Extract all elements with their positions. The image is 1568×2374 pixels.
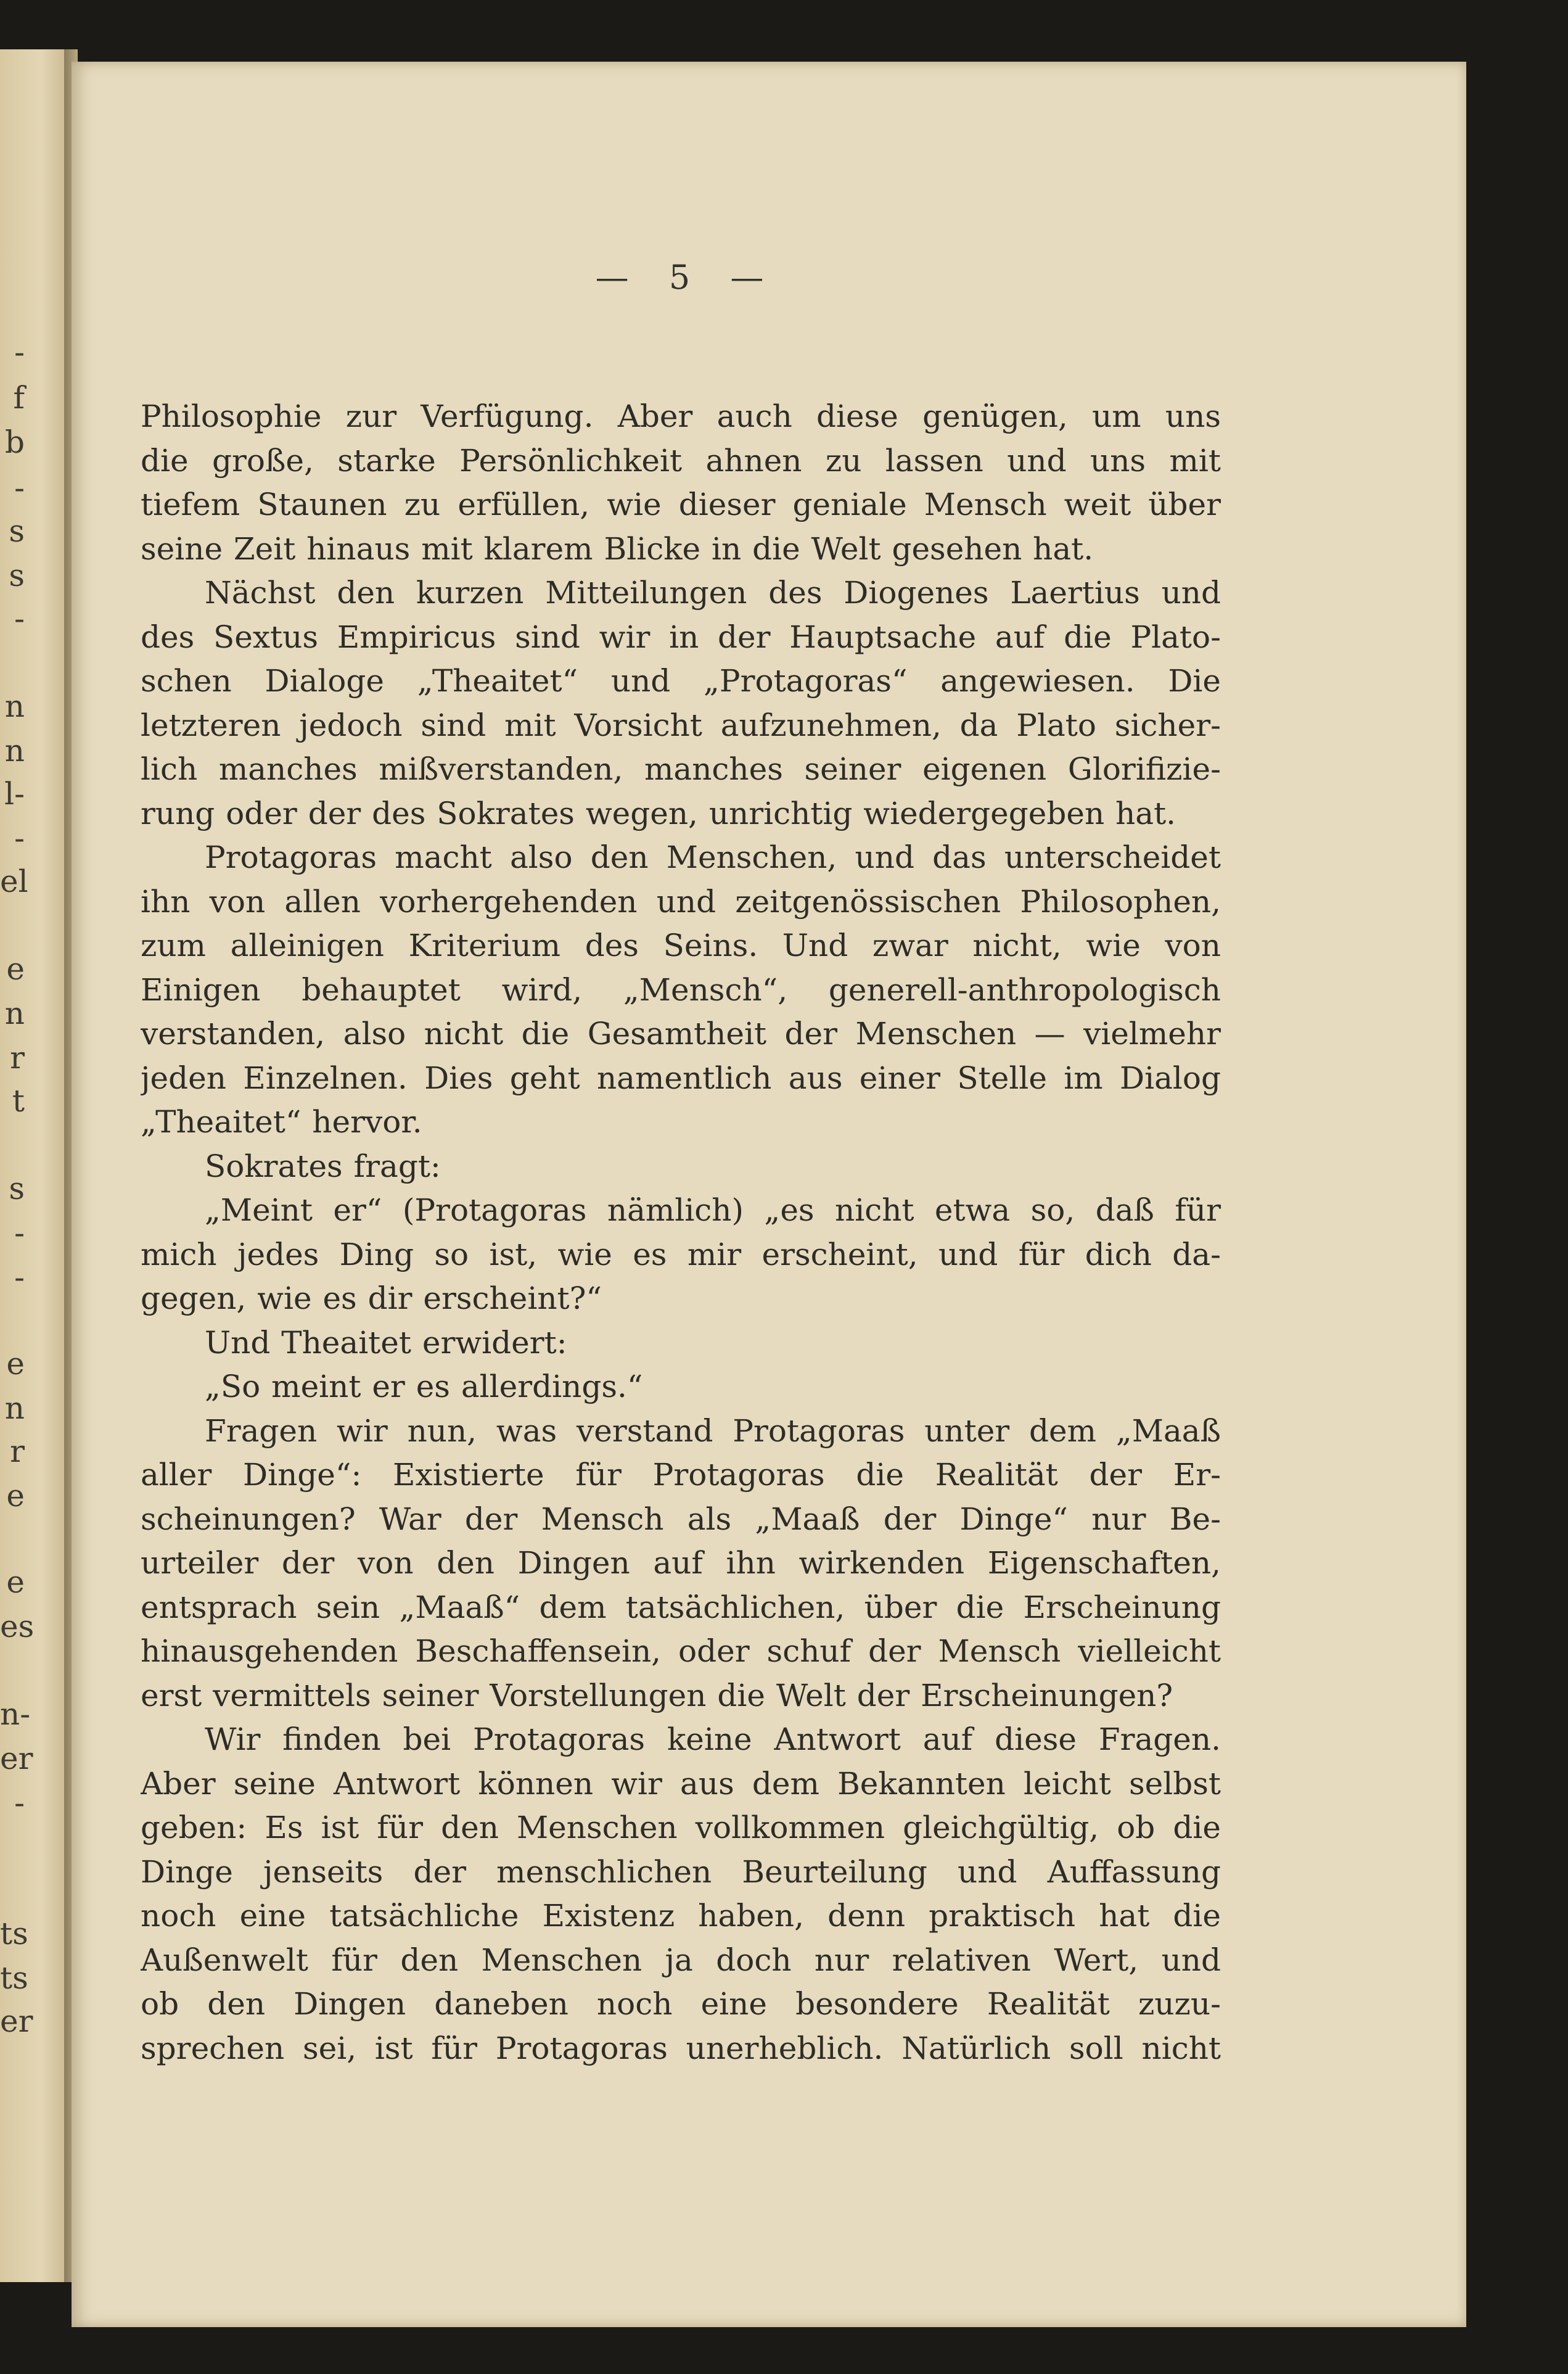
- facing-page-char: ts: [0, 1960, 28, 1996]
- facing-page-char: s: [9, 558, 25, 593]
- page-number-dash-left: —: [595, 258, 631, 297]
- facing-page-char: -: [14, 470, 25, 506]
- text-line: Außenwelt für den Menschen ja doch nur relativen Wert, und: [141, 1942, 1221, 1978]
- facing-page-char: er: [0, 2003, 33, 2039]
- text-line: Einigen behauptet wird, „Mensch“, generell-anthropologisch: [141, 971, 1221, 1008]
- book-page: [72, 62, 1466, 2327]
- text-line: die große, starke Persönlichkeit ahnen zu lassen und uns mit: [141, 442, 1221, 479]
- text-line: Protagoras macht also den Menschen, und das unterscheidet: [205, 839, 1221, 875]
- facing-page-char: el: [0, 863, 28, 899]
- facing-page-char: f: [13, 380, 25, 416]
- text-line: Aber seine Antwort können wir aus dem Bekannten leicht selbst: [141, 1765, 1221, 1802]
- facing-page-char: t: [12, 1083, 25, 1119]
- text-line: sprechen sei, ist für Protagoras unerheblich. Natürlich soll nicht: [141, 2030, 1221, 2066]
- facing-page-char: b: [4, 424, 25, 460]
- facing-page-char: n: [4, 1390, 25, 1426]
- body-text: [141, 395, 1221, 2071]
- text-line: Dinge jenseits der menschlichen Beurteilung und Auffassung: [141, 1853, 1221, 1890]
- facing-page-char: er: [0, 1741, 33, 1776]
- text-line: aller Dinge“: Existierte für Protagoras die Realität der Er-: [141, 1457, 1221, 1493]
- facing-page-char: -: [14, 1215, 25, 1251]
- text-line: des Sextus Empiricus sind wir in der Hauptsache auf die Plato-: [141, 619, 1221, 655]
- text-line: noch eine tatsächliche Existenz haben, denn praktisch hat die: [141, 1898, 1221, 1934]
- text-line: Fragen wir nun, was verstand Protagoras unter dem „Maaß: [205, 1412, 1221, 1449]
- facing-page-char: r: [10, 1040, 25, 1076]
- facing-page-char: es: [0, 1609, 35, 1644]
- text-line: Sokrates fragt:: [205, 1148, 441, 1184]
- facing-page-char: -: [14, 820, 25, 856]
- text-line: lich manches mißverstanden, manches seiner eigenen Glorifizie-: [141, 751, 1221, 787]
- facing-page-char: s: [9, 1171, 25, 1206]
- text-line: erst vermittels seiner Vorstellungen die Welt der Erscheinungen?: [141, 1677, 1173, 1713]
- text-line: Wir finden bei Protagoras keine Antwort auf diese Fragen.: [205, 1721, 1221, 1757]
- text-line: letzteren jedoch sind mit Vorsicht aufzunehmen, da Plato sicher-: [141, 707, 1221, 743]
- facing-page-char: e: [6, 951, 25, 987]
- page-number: [138, 258, 1223, 297]
- facing-page-char: e: [6, 1346, 25, 1382]
- facing-page-char: -: [14, 334, 25, 370]
- text-line: verstanden, also nicht die Gesamtheit der Menschen — vielmehr: [141, 1016, 1221, 1052]
- page-number-dash-right: —: [730, 258, 766, 297]
- text-line: Nächst den kurzen Mitteilungen des Diogenes Laertius und: [205, 575, 1221, 611]
- facing-page-char: n: [4, 733, 25, 769]
- page-number-value: 5: [668, 258, 693, 297]
- text-line: ob den Dingen daneben noch eine besondere Realität zuzu-: [141, 1986, 1221, 2022]
- text-line: ihn von allen vorhergehenden und zeitgenössischen Philosophen,: [141, 883, 1221, 920]
- text-line: „Meint er“ (Protagoras nämlich) „es nicht etwa so, daß für: [205, 1192, 1221, 1228]
- facing-page-char: r: [10, 1433, 25, 1469]
- text-line: rung oder der des Sokrates wegen, unrichtig wiedergegeben hat.: [141, 795, 1176, 831]
- text-line: hinausgehenden Beschaffensein, oder schuf der Mensch vielleicht: [141, 1633, 1221, 1669]
- facing-page-char: e: [6, 1478, 25, 1514]
- text-line: entsprach sein „Maaß“ dem tatsächlichen, über die Erscheinung: [141, 1589, 1221, 1625]
- text-line: „So meint er es allerdings.“: [205, 1369, 643, 1404]
- facing-page-char: -: [14, 1259, 25, 1295]
- facing-page-char: n: [4, 688, 25, 724]
- text-line: Und Theaitet erwidert:: [205, 1324, 567, 1361]
- text-line: mich jedes Ding so ist, wie es mir erscheint, und für dich da-: [141, 1236, 1221, 1272]
- text-line: zum alleinigen Kriterium des Seins. Und zwar nicht, wie von: [141, 928, 1221, 963]
- facing-page-char: l-: [4, 776, 25, 812]
- text-line: Philosophie zur Verfügung. Aber auch diese genügen, um uns: [141, 398, 1221, 434]
- facing-page-edge: [0, 49, 69, 2282]
- facing-page-char: n: [4, 995, 25, 1031]
- facing-page-char: -: [14, 601, 25, 637]
- text-line: gegen, wie es dir erscheint?“: [141, 1280, 602, 1316]
- facing-page-char: e: [6, 1564, 25, 1600]
- text-line: geben: Es ist für den Menschen vollkommen gleichgültig, ob die: [141, 1810, 1221, 1845]
- facing-page-char: s: [9, 513, 25, 549]
- facing-page-char: -: [14, 1785, 25, 1821]
- text-line: seine Zeit hinaus mit klarem Blicke in die Welt gesehen hat.: [141, 530, 1094, 567]
- facing-page-char: ts: [0, 1916, 28, 1952]
- text-line: urteiler der von den Dingen auf ihn wirkenden Eigenschaften,: [141, 1545, 1221, 1581]
- text-line: jeden Einzelnen. Dies geht namentlich aus einer Stelle im Dialog: [141, 1060, 1221, 1096]
- text-line: scheinungen? War der Mensch als „Maaß der Dinge“ nur Be-: [141, 1501, 1221, 1537]
- facing-page-char: n-: [0, 1696, 31, 1732]
- text-line: tiefem Staunen zu erfüllen, wie dieser geniale Mensch weit über: [141, 487, 1221, 522]
- text-line: „Theaitet“ hervor.: [141, 1104, 422, 1140]
- text-line: schen Dialoge „Theaitet“ und „Protagoras“ angewiesen. Die: [141, 663, 1221, 699]
